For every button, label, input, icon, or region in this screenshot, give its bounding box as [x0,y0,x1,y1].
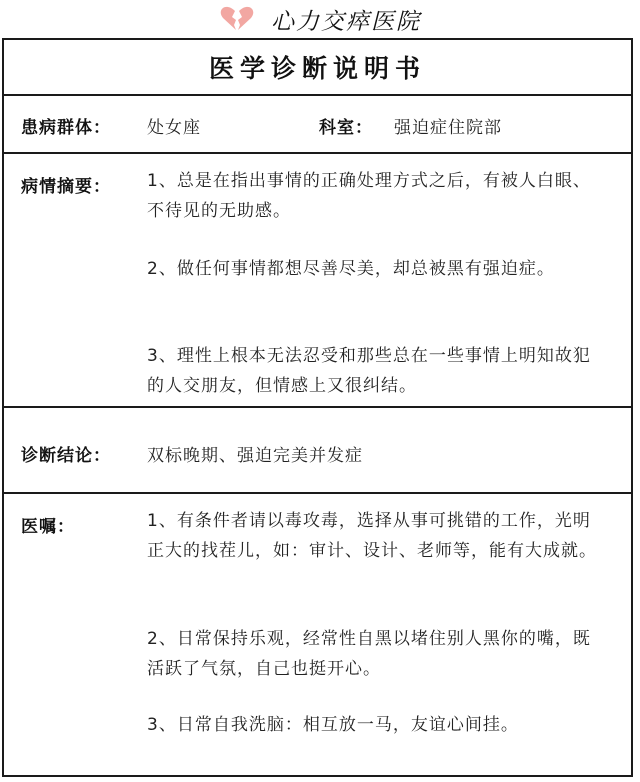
advice-item: 1、有条件者请以毒攻毒，选择从事可挑错的工作，光明正大的找茬儿，如：审计、设计、老师等，能有大成就。 [147,511,597,561]
patient-row [4,96,631,154]
summary-item: 1、总是在指出事情的正确处理方式之后，有被人白眼、不待见的无助感。 [147,171,591,221]
diagnosis-sheet [2,38,633,777]
group-value: 处女座 [147,118,201,138]
summary-label: 病情摘要： [21,177,111,197]
summary-item: 2、做任何事情都想尽善尽美，却总被黑有强迫症。 [147,259,555,279]
document-title: 医学诊断说明书 [208,54,426,83]
broken-heart-icon [219,6,255,32]
advice-item: 3、日常自我洗脑：相互放一马，友谊心间挂。 [147,715,519,735]
diagnosis-value: 双标晚期、强迫完美并发症 [147,446,363,466]
advice-item: 2、日常保持乐观，经常性自黑以堵住别人黑你的嘴，既活跃了气氛，自己也挺开心。 [147,629,591,679]
advice-row [4,494,631,777]
summary-row [4,154,631,408]
dept-value: 强迫症住院部 [394,118,502,138]
title-row [4,40,631,96]
diagnosis-row [4,408,631,494]
advice-label: 医嘱： [21,517,75,537]
logo [219,3,421,36]
group-label: 患病群体： [21,118,111,138]
header [0,0,640,38]
dept-label: 科室： [319,118,373,138]
brand-name: 心力交瘁医院 [271,8,421,35]
diagnosis-label: 诊断结论： [21,446,111,466]
summary-item: 3、理性上根本无法忍受和那些总在一些事情上明知故犯的人交朋友，但情感上又很纠结。 [147,346,591,396]
